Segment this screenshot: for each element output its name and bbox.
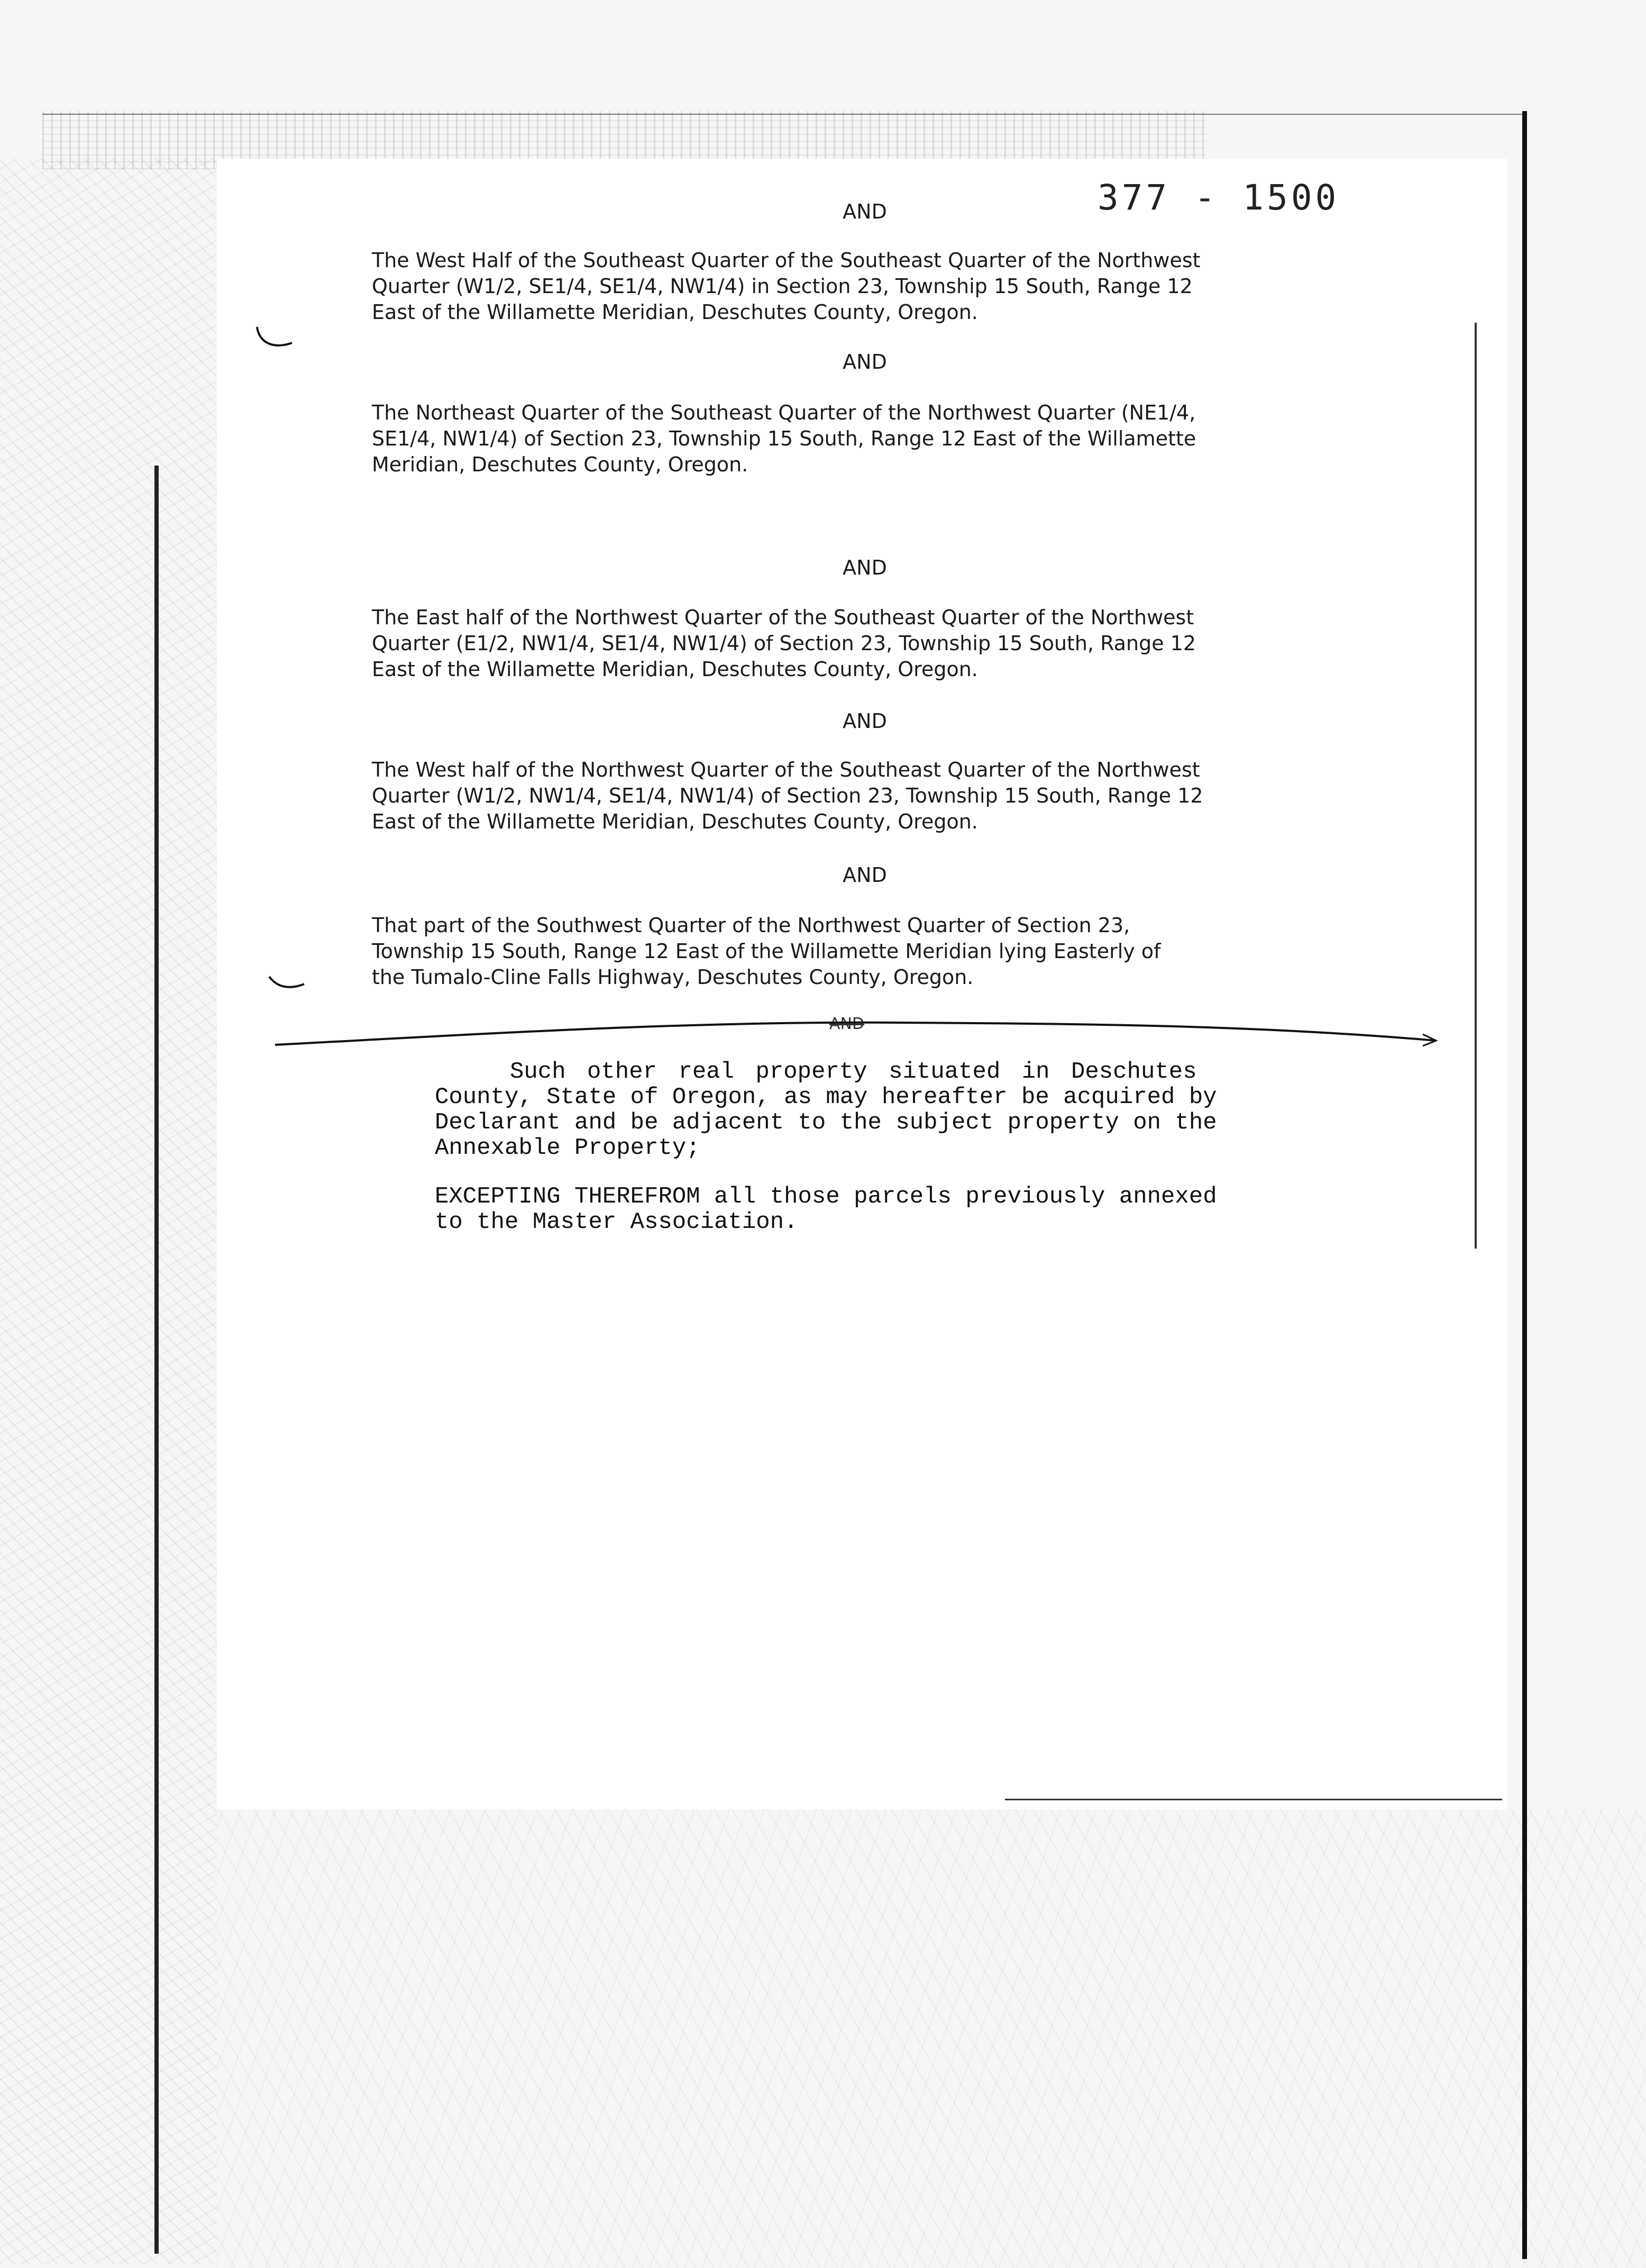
annexable-property-paragraph — [435, 1059, 1281, 1161]
struck-and-connector: AND — [829, 1015, 865, 1033]
page-number-stamp: 377 - 1500 — [1098, 177, 1340, 218]
legal-line: The West Half of the Southeast Quarter of the Southeast Quarter of the Northwest — [372, 249, 1201, 272]
scan-edge-left — [154, 466, 159, 2254]
legal-line: The Northeast Quarter of the Southeast Quarter of the Northwest Quarter (NE1/4, — [372, 401, 1196, 424]
scan-edge-top — [42, 114, 1523, 115]
scan-noise-left — [0, 159, 217, 2264]
legal-line: That part of the Southwest Quarter of the Northwest Quarter of Section 23, — [372, 914, 1130, 937]
and-connector: AND — [843, 350, 887, 374]
handwritten-strike-line — [264, 1003, 1449, 1050]
legal-line: Quarter (W1/2, SE1/4, SE1/4, NW1/4) in Section 23, Township 15 South, Range 12 — [372, 275, 1193, 298]
legal-line: Quarter (E1/2, NW1/4, SE1/4, NW1/4) of Section 23, Township 15 South, Range 12 — [372, 632, 1196, 655]
legal-line: East of the Willamette Meridian, Deschutes County, Oregon. — [372, 300, 978, 324]
and-connector: AND — [843, 556, 887, 579]
margin-rule-bottom — [1005, 1799, 1502, 1800]
margin-bracket-mark — [267, 973, 309, 995]
and-connector: AND — [843, 200, 887, 223]
and-connector: AND — [843, 863, 887, 887]
legal-description-5 — [372, 913, 1377, 990]
typed-line: to the Master Association. — [435, 1209, 798, 1235]
legal-line: The West half of the Northwest Quarter of the Southeast Quarter of the Northwest — [372, 758, 1200, 781]
legal-line: East of the Willamette Meridian, Deschutes County, Oregon. — [372, 810, 978, 833]
scan-noise-bottom — [217, 1809, 1645, 2268]
typed-line: Declarant and be adjacent to the subject property on the — [435, 1109, 1217, 1136]
legal-line: the Tumalo-Cline Falls Highway, Deschutes County, Oregon. — [372, 966, 974, 989]
margin-bracket-mark — [254, 323, 296, 354]
typed-line: Annexable Property; — [435, 1135, 700, 1161]
legal-line: Meridian, Deschutes County, Oregon. — [372, 453, 748, 476]
legal-line: East of the Willamette Meridian, Deschutes County, Oregon. — [372, 658, 978, 681]
excepting-paragraph — [435, 1184, 1281, 1235]
legal-description-4 — [372, 757, 1377, 835]
legal-line: Quarter (W1/2, NW1/4, SE1/4, NW1/4) of Section 23, Township 15 South, Range 12 — [372, 784, 1203, 807]
legal-description-1 — [372, 248, 1377, 325]
scan-edge-right — [1522, 111, 1527, 2259]
margin-rule-right — [1475, 323, 1477, 1249]
legal-line: The East half of the Northwest Quarter of the Southeast Quarter of the Northwest — [372, 606, 1194, 629]
typed-line: County, State of Oregon, as may hereafter be acquired by — [435, 1084, 1217, 1110]
typed-line: Such other real property situated in Deschutes — [510, 1059, 1197, 1085]
legal-line: SE1/4, NW1/4) of Section 23, Township 15 South, Range 12 East of the Willamette — [372, 427, 1196, 450]
and-connector: AND — [843, 709, 887, 733]
typed-line: EXCEPTING THEREFROM all those parcels previously annexed — [435, 1183, 1217, 1210]
legal-description-2 — [372, 400, 1377, 478]
legal-description-3 — [372, 605, 1377, 682]
legal-line: Township 15 South, Range 12 East of the Willamette Meridian lying Easterly of — [372, 940, 1161, 963]
